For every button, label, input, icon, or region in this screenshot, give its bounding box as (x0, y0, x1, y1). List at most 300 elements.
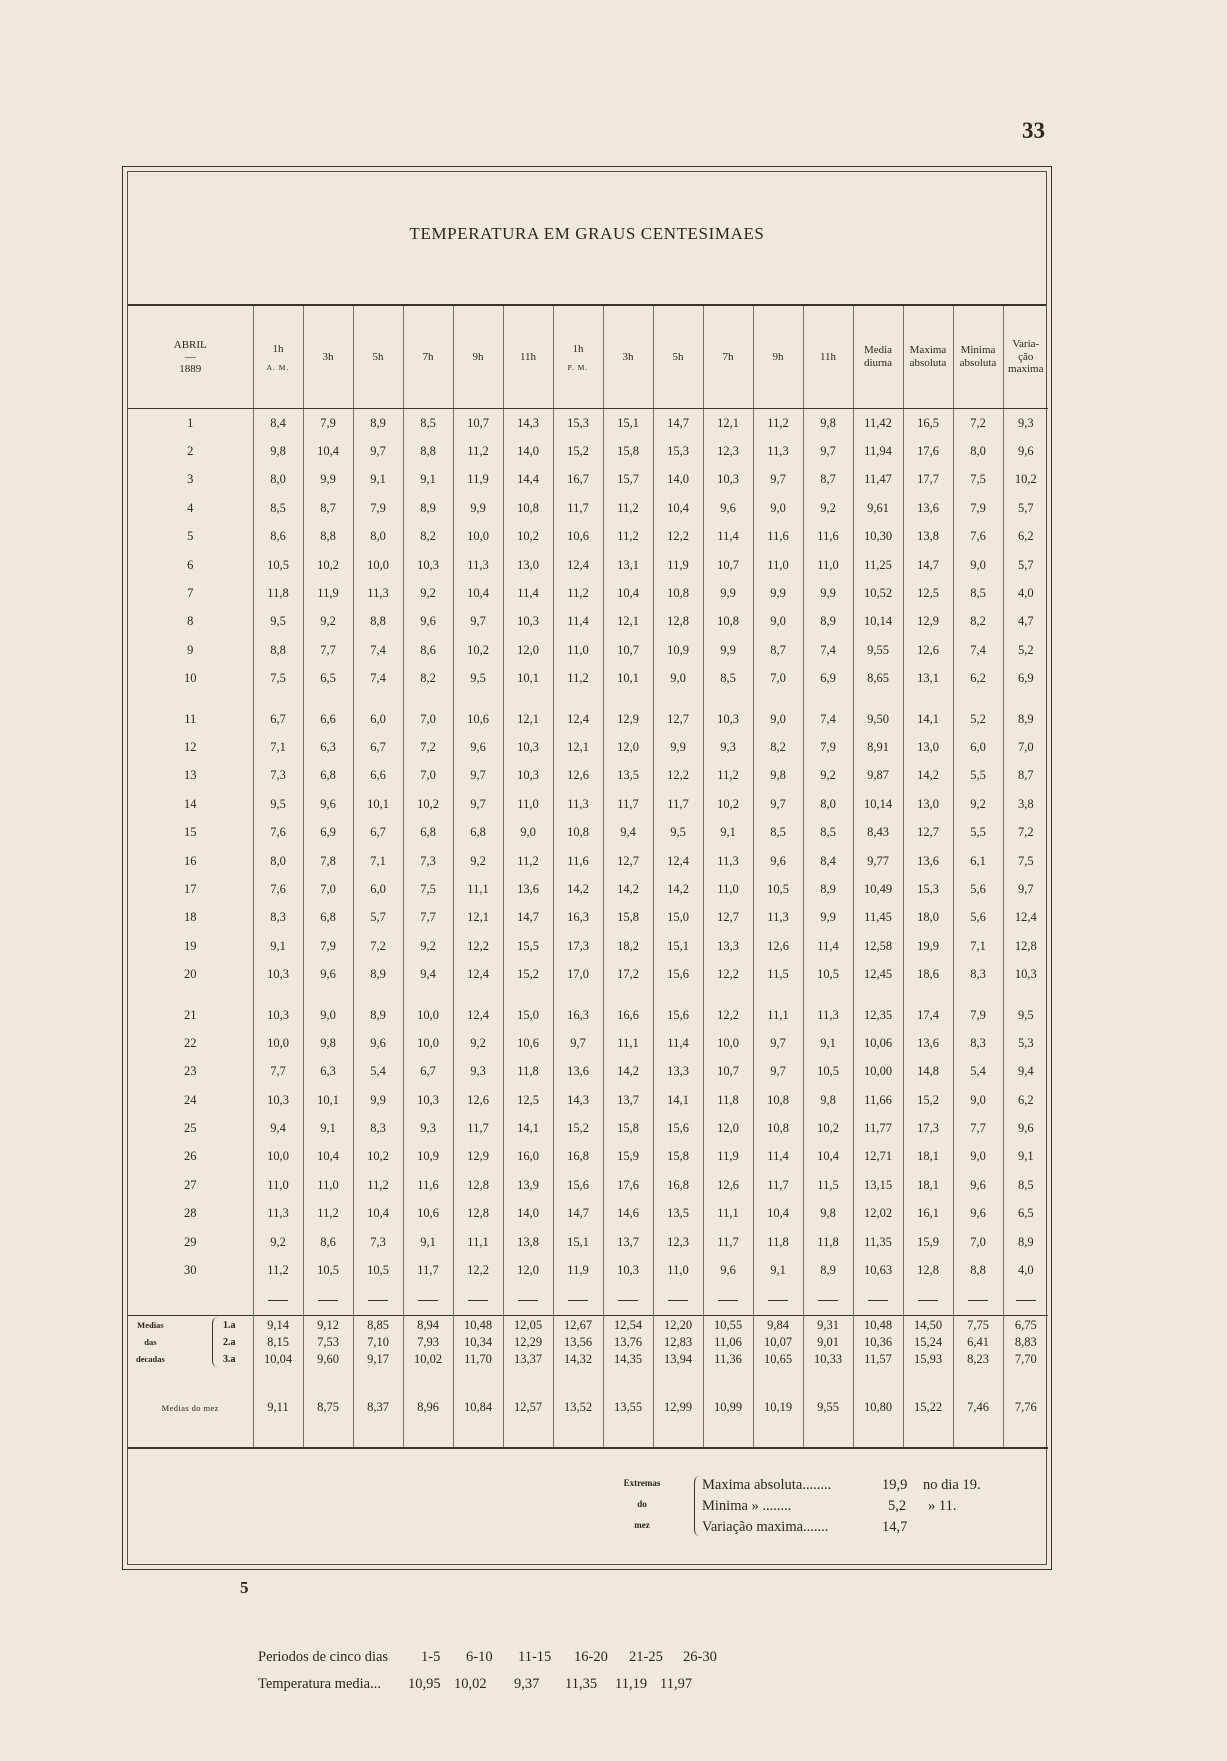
temperature-value: 11,3 (753, 437, 803, 465)
temperature-value: 11,2 (253, 1256, 303, 1284)
gap-cell (803, 693, 853, 705)
temperature-value: 15,1 (553, 1228, 603, 1256)
temperature-value: 12,6 (903, 636, 953, 664)
temperature-value: 7,7 (403, 904, 453, 932)
temperature-value: 11,3 (803, 1001, 853, 1029)
temperature-value: 11,1 (603, 1029, 653, 1057)
decade-mean-cell (653, 1315, 703, 1369)
temperature-value: 9,7 (753, 1029, 803, 1057)
temperature-value: 11,1 (753, 1001, 803, 1029)
temperature-value: 6,8 (403, 818, 453, 846)
month-year-header (128, 306, 253, 409)
month-mean-value: 13,55 (603, 1369, 653, 1448)
temperature-value: 11,1 (453, 875, 503, 903)
temperature-value: 10,0 (703, 1029, 753, 1057)
decade-mean-value: 7,53 (317, 1334, 339, 1349)
temperature-value: 11,2 (553, 665, 603, 693)
temperature-value: 8,4 (803, 847, 853, 875)
variacao-header-line: maxima (1008, 363, 1044, 376)
temperature-value: 7,5 (253, 665, 303, 693)
temperature-value: 8,9 (353, 1001, 403, 1029)
dash-mark (768, 1300, 788, 1301)
separator-cell (453, 1285, 503, 1316)
temperature-value: 11,3 (453, 551, 503, 579)
temperature-value: 11,2 (553, 579, 603, 607)
temperature-value: 7,0 (303, 875, 353, 903)
temperature-value: 8,5 (1003, 1171, 1048, 1199)
temperature-value: 12,4 (453, 960, 503, 988)
temperature-value: 13,5 (653, 1200, 703, 1228)
temperature-value: 12,71 (853, 1143, 903, 1171)
variacao-header-line: ção (1018, 350, 1034, 363)
temperature-value: 8,5 (703, 665, 753, 693)
temperature-value: 9,7 (353, 437, 403, 465)
gap-cell (553, 693, 603, 705)
temperature-value: 8,0 (803, 790, 853, 818)
temperature-value: 11,47 (853, 466, 903, 494)
gap-cell (353, 693, 403, 705)
temperature-value: 12,6 (553, 762, 603, 790)
dash-mark (568, 1300, 588, 1301)
group-gap-row (128, 693, 1048, 705)
gap-cell (753, 693, 803, 705)
extremes-label (612, 1473, 672, 1536)
temperature-value: 14,7 (903, 551, 953, 579)
temperature-value: 14,3 (553, 1086, 603, 1114)
temperature-value: 9,2 (253, 1228, 303, 1256)
temperature-value: 11,2 (753, 409, 803, 438)
temperature-value: 5,5 (953, 818, 1003, 846)
temperature-value: 11,94 (853, 437, 903, 465)
temperature-value: 9,6 (1003, 1114, 1048, 1142)
temperature-value: 7,4 (803, 636, 853, 664)
hour-label: 3h (322, 351, 334, 363)
temperature-value: 8,9 (1003, 705, 1048, 733)
temperature-value: 13,6 (903, 847, 953, 875)
temperature-value: 10,06 (853, 1029, 903, 1057)
month-mean-value: 15,22 (903, 1369, 953, 1448)
decade-mean-value: 10,48 (863, 1317, 893, 1332)
gap-cell (503, 989, 553, 1001)
gap-cell (803, 989, 853, 1001)
temperature-value: 12,5 (903, 579, 953, 607)
temperature-value: 10,0 (453, 523, 503, 551)
hour-header (353, 306, 403, 409)
separator-cell (653, 1285, 703, 1316)
temperature-value: 9,3 (453, 1058, 503, 1086)
temperature-value: 11,7 (403, 1256, 453, 1284)
temperature-value: 6,8 (453, 818, 503, 846)
day-row (128, 523, 1048, 551)
decade-mean-cell (953, 1315, 1003, 1369)
temperature-value: 9,3 (1003, 409, 1048, 438)
decade-mean-value: 11,57 (864, 1351, 892, 1366)
temperature-value: 13,6 (903, 1029, 953, 1057)
temperature-value: 12,4 (553, 705, 603, 733)
temperature-value: 9,7 (803, 437, 853, 465)
temperature-value: 14,7 (653, 409, 703, 438)
separator-cell (603, 1285, 653, 1316)
hour-label: 3h (622, 351, 634, 363)
temperature-value: 11,25 (853, 551, 903, 579)
temperature-value: 11,0 (753, 551, 803, 579)
temperature-value: 14,2 (603, 875, 653, 903)
day-number: 20 (184, 967, 197, 982)
media-diurna-header (853, 306, 903, 409)
temperature-value: 11,7 (553, 494, 603, 522)
table-body (128, 409, 1048, 1448)
temperature-value: 9,1 (253, 932, 303, 960)
decade-mean-cell (453, 1315, 503, 1369)
period-range: 11-15 (518, 1649, 552, 1665)
temperature-value: 11,2 (603, 523, 653, 551)
day-number: 4 (187, 500, 194, 515)
temperature-value: 17,4 (903, 1001, 953, 1029)
period-range: 26-30 (683, 1649, 717, 1665)
hour-label: 1h (572, 342, 584, 355)
temperature-value: 11,8 (803, 1228, 853, 1256)
temperature-value: 8,4 (253, 409, 303, 438)
temperature-value: 10,7 (453, 409, 503, 438)
temperature-value: 17,7 (903, 466, 953, 494)
temperature-value: 11,9 (653, 551, 703, 579)
temperature-value: 7,7 (253, 1058, 303, 1086)
variacao-maxima-label: Variação maxima....... (702, 1519, 829, 1535)
month-mean-value: 8,37 (353, 1369, 403, 1448)
max-absoluta-day: no dia 19. (923, 1477, 981, 1493)
temperature-value: 10,1 (603, 665, 653, 693)
temperature-value: 16,8 (653, 1171, 703, 1199)
dash-mark (468, 1300, 488, 1301)
maxima-header-line: Maxima (909, 344, 947, 357)
temperature-value: 6,7 (403, 1058, 453, 1086)
temperature-value: 14,7 (503, 904, 553, 932)
dash-mark (668, 1300, 688, 1301)
gap-cell (253, 693, 303, 705)
temperature-value: 13,3 (703, 932, 753, 960)
temperature-value: 17,6 (903, 437, 953, 465)
temperature-value: 9,61 (853, 494, 903, 522)
temperature-value: 7,4 (803, 705, 853, 733)
page-number: 33 (1022, 118, 1045, 143)
temperature-value: 10,4 (353, 1200, 403, 1228)
group-gap-row (128, 989, 1048, 1001)
temperature-value: 10,4 (803, 1143, 853, 1171)
temperature-value: 7,9 (303, 932, 353, 960)
temperature-value: 6,7 (253, 705, 303, 733)
temperature-value: 10,1 (353, 790, 403, 818)
temperature-value: 8,3 (953, 960, 1003, 988)
temperature-value: 14,3 (503, 409, 553, 438)
temperature-value: 11,6 (403, 1171, 453, 1199)
temperature-value: 6,5 (303, 665, 353, 693)
temperature-value: 10,5 (803, 1058, 853, 1086)
temperature-value: 4,0 (1003, 1256, 1048, 1284)
decade-mean-value: 10,55 (713, 1317, 743, 1332)
temperature-value: 10,3 (1003, 960, 1048, 988)
hour-label: 9h (472, 351, 484, 363)
temperature-value: 12,8 (1003, 932, 1048, 960)
temperature-media-label: Temperatura media... (258, 1676, 381, 1692)
decade-label-word: Medias (137, 1319, 164, 1330)
month-mean-value: 12,99 (653, 1369, 703, 1448)
temperature-value: 9,7 (753, 790, 803, 818)
temperature-value: 10,4 (303, 437, 353, 465)
month-label: ABRIL (173, 339, 207, 351)
separator-cell (403, 1285, 453, 1316)
temperature-value: 13,1 (903, 665, 953, 693)
separator-cell (1003, 1285, 1048, 1316)
temperature-value: 16,8 (553, 1143, 603, 1171)
temperature-value: 7,5 (1003, 847, 1048, 875)
day-row (128, 790, 1048, 818)
temperature-value: 8,5 (403, 409, 453, 438)
day-row (128, 665, 1048, 693)
gap-cell (553, 989, 603, 1001)
decade-mean-value: 12,29 (513, 1334, 543, 1349)
decade-mean-cell (753, 1315, 803, 1369)
temperature-value: 11,6 (803, 523, 853, 551)
temperature-value: 8,9 (353, 409, 403, 438)
decade-mean-value: 13,76 (613, 1334, 643, 1349)
temperature-value: 15,6 (653, 960, 703, 988)
day-number: 7 (187, 586, 194, 601)
temperature-value: 10,6 (403, 1200, 453, 1228)
gap-cell (403, 989, 453, 1001)
temperature-value: 9,1 (1003, 1143, 1048, 1171)
day-number: 26 (184, 1149, 197, 1164)
decade-label-words (136, 1317, 165, 1368)
temperature-value: 9,3 (403, 1114, 453, 1142)
temperature-value: 9,8 (253, 437, 303, 465)
day-number: 1 (187, 415, 194, 430)
minima-absoluta-header (953, 306, 1003, 409)
day-number: 9 (187, 642, 194, 657)
separator-row (128, 1285, 1048, 1316)
temperature-value: 9,9 (303, 466, 353, 494)
temperature-value: 9,55 (853, 636, 903, 664)
temperature-value: 9,1 (803, 1029, 853, 1057)
temperature-value: 11,0 (303, 1171, 353, 1199)
temperature-value: 17,3 (553, 932, 603, 960)
temperature-value: 15,9 (603, 1143, 653, 1171)
temperature-value: 10,2 (403, 790, 453, 818)
temperature-value: 11,5 (753, 960, 803, 988)
temperature-value: 7,9 (953, 1001, 1003, 1029)
temperature-value: 9,5 (453, 665, 503, 693)
temperature-value: 7,2 (1003, 818, 1048, 846)
temperature-value: 13,8 (503, 1228, 553, 1256)
temperature-value: 11,0 (503, 790, 553, 818)
temperature-value: 9,0 (753, 608, 803, 636)
decade-mean-cell (353, 1315, 403, 1369)
temperature-value: 10,63 (853, 1256, 903, 1284)
month-mean-value: 10,84 (453, 1369, 503, 1448)
decade-mean-value: 12,05 (513, 1317, 543, 1332)
temperature-value: 10,9 (403, 1143, 453, 1171)
temperature-value: 6,9 (803, 665, 853, 693)
temperature-value: 8,8 (253, 636, 303, 664)
temperature-value: 10,00 (853, 1058, 903, 1086)
temperature-value: 10,30 (853, 523, 903, 551)
temperature-value: 9,6 (353, 1029, 403, 1057)
month-mean-value: 8,75 (303, 1369, 353, 1448)
extreme-var-row (702, 1517, 1002, 1538)
decade-means-label (128, 1315, 253, 1369)
temperature-value: 7,0 (1003, 733, 1048, 761)
temperature-value: 9,9 (353, 1086, 403, 1114)
temperature-value: 11,0 (553, 636, 603, 664)
temperature-value: 11,1 (453, 1228, 503, 1256)
temperature-value: 12,7 (653, 705, 703, 733)
footer-signature-mark: 5 (240, 1578, 249, 1597)
periods-label: Periodos de cinco dias (258, 1649, 389, 1665)
temperature-value: 9,9 (803, 579, 853, 607)
gap-cell (853, 693, 903, 705)
temperature-value: 12,6 (453, 1086, 503, 1114)
temperature-value: 11,9 (703, 1143, 753, 1171)
temperature-value: 9,5 (253, 608, 303, 636)
temperature-value: 7,1 (953, 932, 1003, 960)
separator-cell (803, 1285, 853, 1316)
hour-header (403, 306, 453, 409)
temperature-value: 10,3 (703, 466, 753, 494)
min-absoluta-day: » 11. (928, 1498, 957, 1514)
day-row (128, 1256, 1048, 1284)
temperature-value: 12,9 (903, 608, 953, 636)
decade-mean-value: 14,35 (613, 1351, 643, 1366)
temperature-value: 12,1 (703, 409, 753, 438)
temperature-value: 10,5 (803, 960, 853, 988)
decade-mean-value: 13,56 (563, 1334, 593, 1349)
temperature-value: 14,2 (653, 875, 703, 903)
separator-cell (128, 1285, 253, 1316)
day-number: 22 (184, 1035, 197, 1050)
variacao-maxima-value: 14,7 (882, 1519, 908, 1535)
day-number: 8 (187, 614, 194, 629)
temperature-value: 11,0 (653, 1256, 703, 1284)
extremes-label-line: Extremas (623, 1478, 661, 1488)
header-row (128, 306, 1048, 409)
temperature-value: 9,6 (703, 494, 753, 522)
temperature-value: 11,66 (853, 1086, 903, 1114)
period-range: 21-25 (629, 1649, 663, 1665)
dash-mark (1016, 1300, 1036, 1301)
temperature-value: 14,0 (653, 466, 703, 494)
temperature-value: 9,8 (303, 1029, 353, 1057)
temperature-value: 6,2 (953, 665, 1003, 693)
day-row (128, 875, 1048, 903)
temperature-value: 12,2 (453, 1256, 503, 1284)
decade-mean-value: 8,94 (417, 1317, 439, 1332)
period-range: 16-20 (574, 1649, 608, 1665)
day-row (128, 1001, 1048, 1029)
temperature-value: 10,14 (853, 790, 903, 818)
minima-header-line: absoluta (959, 357, 997, 369)
temperature-value: 9,9 (753, 579, 803, 607)
temperature-value: 7,0 (953, 1228, 1003, 1256)
temperature-value: 7,6 (953, 523, 1003, 551)
decade-means-row (128, 1315, 1048, 1369)
day-number: 28 (184, 1206, 197, 1221)
dash-mark (268, 1300, 288, 1301)
extreme-max-row (702, 1475, 1002, 1496)
temperature-value: 10,6 (503, 1029, 553, 1057)
temperature-value: 6,2 (1003, 1086, 1048, 1114)
temperature-value: 7,0 (403, 705, 453, 733)
gap-cell (703, 989, 753, 1001)
separator-cell (353, 1285, 403, 1316)
temperature-value: 10,5 (253, 551, 303, 579)
temperature-value: 6,3 (303, 733, 353, 761)
decade-mean-value: 12,83 (663, 1334, 693, 1349)
temperature-value: 14,4 (503, 466, 553, 494)
day-row (128, 847, 1048, 875)
year-label: 1889 (179, 363, 202, 375)
temperature-value: 9,8 (803, 409, 853, 438)
hour-header (803, 306, 853, 409)
dash-mark (618, 1300, 638, 1301)
temperature-value: 5,4 (353, 1058, 403, 1086)
day-number: 13 (184, 768, 197, 783)
temperature-value: 9,8 (803, 1086, 853, 1114)
day-number: 3 (187, 472, 194, 487)
temperature-value: 9,0 (303, 1001, 353, 1029)
separator-cell (703, 1285, 753, 1316)
temperature-value: 9,5 (253, 790, 303, 818)
temperature-value: 11,8 (753, 1228, 803, 1256)
temperature-value: 5,2 (1003, 636, 1048, 664)
temperature-value: 10,0 (403, 1001, 453, 1029)
month-dash: — (184, 351, 196, 363)
period-temp: 10,95 (408, 1676, 441, 1692)
temperature-value: 9,7 (753, 466, 803, 494)
dash-mark (818, 1300, 838, 1301)
temperature-value: 10,1 (303, 1086, 353, 1114)
hour-label: 11h (519, 351, 537, 363)
hour-label: 5h (672, 351, 684, 363)
temperature-value: 10,8 (653, 579, 703, 607)
temperature-value: 8,6 (403, 636, 453, 664)
gap-cell (653, 989, 703, 1001)
temperature-value: 15,9 (903, 1228, 953, 1256)
temperature-value: 8,2 (403, 665, 453, 693)
gap-cell (1003, 693, 1048, 705)
temperature-value: 10,14 (853, 608, 903, 636)
temperature-value: 8,0 (953, 437, 1003, 465)
temperature-value: 14,7 (553, 1200, 603, 1228)
temperature-value: 8,2 (403, 523, 453, 551)
temperature-value: 5,6 (953, 875, 1003, 903)
day-number: 19 (184, 938, 197, 953)
pm-label: P. M. (567, 362, 589, 372)
decade-mean-value: 10,48 (463, 1317, 493, 1332)
temperature-value: 9,0 (753, 705, 803, 733)
decade-mean-value: 7,93 (417, 1334, 439, 1349)
day-row (128, 551, 1048, 579)
temperature-value: 10,0 (253, 1143, 303, 1171)
temperature-value: 9,77 (853, 847, 903, 875)
temperature-value: 11,3 (253, 1200, 303, 1228)
temperature-value: 9,1 (403, 1228, 453, 1256)
gap-cell (703, 693, 753, 705)
temperature-value: 12,7 (903, 818, 953, 846)
temperature-value: 10,3 (603, 1256, 653, 1284)
temperature-value: 12,1 (453, 904, 503, 932)
dash-mark (518, 1300, 538, 1301)
am-label: A. M. (266, 362, 290, 372)
day-row (128, 1143, 1048, 1171)
